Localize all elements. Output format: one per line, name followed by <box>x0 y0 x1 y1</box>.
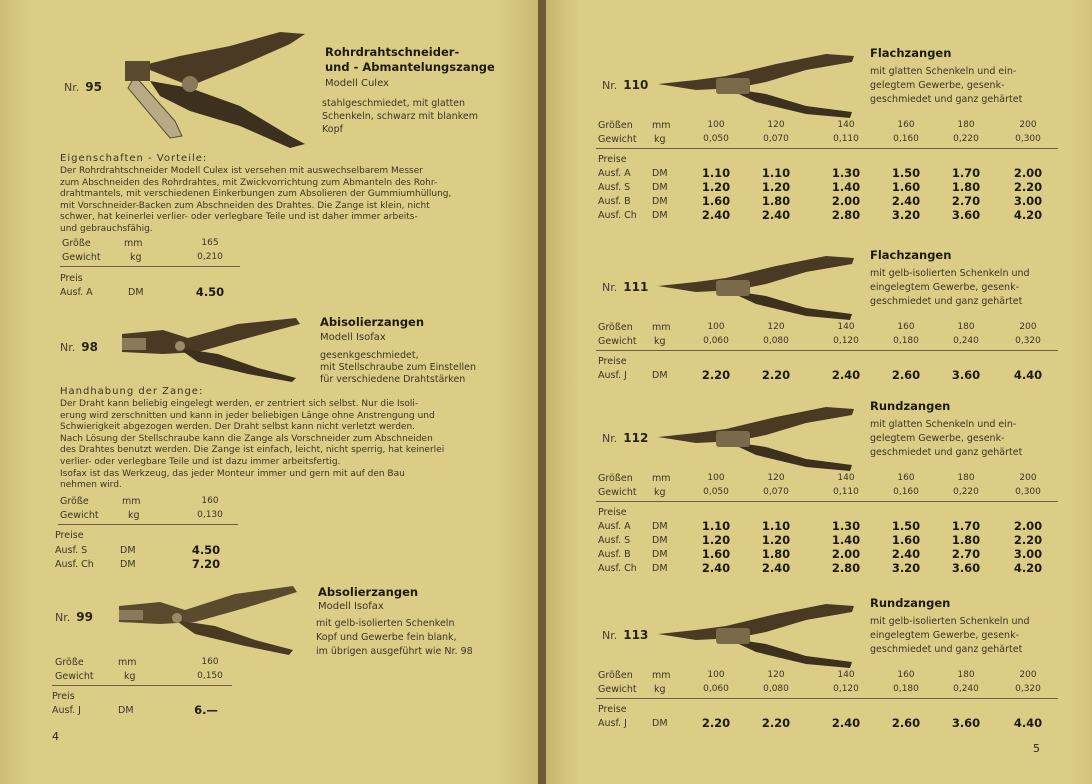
price-cell: 2.60 <box>891 368 921 382</box>
price-cell: 2.20 <box>1013 533 1043 547</box>
p98-size-label: Größe <box>60 496 89 507</box>
product-number-99: Nr. 99 <box>55 610 93 624</box>
product-95-description-paragraph <box>60 166 490 236</box>
pipe-wire-cutter-illustration <box>120 26 315 151</box>
product-98-title: Abisolierzangen <box>320 315 425 329</box>
p98-variant-ch: Ausf. Ch <box>55 559 94 570</box>
weight-cell: 0,320 <box>1015 336 1041 346</box>
price-cell: 1.50 <box>891 166 921 180</box>
price-cell: 1.30 <box>831 166 861 180</box>
size-cell: 200 <box>1019 473 1037 483</box>
product-113-desc-line3: geschmiedet und ganz gehärtet <box>870 644 1023 655</box>
p98-currency-s: DM <box>120 545 136 556</box>
size-cell: 180 <box>957 120 975 130</box>
price-cell: 1.80 <box>951 180 981 194</box>
product-113-title: Rundzangen <box>870 596 951 610</box>
price-cell: 2.80 <box>831 208 861 222</box>
variant-label: Ausf. B <box>598 196 631 207</box>
currency-label: DM <box>652 168 668 179</box>
product-number-113: Nr. 113 <box>602 628 649 642</box>
product-98-description-paragraph <box>60 399 492 492</box>
weight-cell: 0,300 <box>1015 134 1041 144</box>
p95-price: 4.50 <box>195 285 225 299</box>
p99-price: 6.— <box>194 703 218 717</box>
size-cell: 120 <box>767 473 785 483</box>
p95-currency: DM <box>128 287 144 298</box>
p98-price-s: 4.50 <box>191 543 221 557</box>
price-cell: 2.40 <box>761 208 791 222</box>
weight-cell: 0,050 <box>703 134 729 144</box>
product-111-desc-line1: mit gelb-isolierten Schenkeln und <box>870 268 1030 279</box>
price-cell: 2.40 <box>831 716 861 730</box>
p98-variant-s: Ausf. S <box>55 545 88 556</box>
product-number-111: Nr. 111 <box>602 280 649 294</box>
p98-size-value: 160 <box>201 496 219 506</box>
variant-label: Ausf. Ch <box>598 210 637 221</box>
price-cell: 1.70 <box>951 519 981 533</box>
currency-label: DM <box>652 549 668 560</box>
price-cell: 3.20 <box>891 561 921 575</box>
page-number-right: 5 <box>1033 742 1040 755</box>
page-number-left: 4 <box>52 730 59 743</box>
size-cell: 140 <box>837 473 855 483</box>
weight-cell: 0,240 <box>953 684 979 694</box>
price-cell: 1.40 <box>831 533 861 547</box>
p95-price-label: Preis <box>60 273 83 284</box>
weight-cell: 0,320 <box>1015 684 1041 694</box>
currency-label: DM <box>652 535 668 546</box>
currency-label: DM <box>652 182 668 193</box>
weight-cell: 0,240 <box>953 336 979 346</box>
weight-cell: 0,120 <box>833 336 859 346</box>
product-99-model: Modell Isofax <box>318 601 384 612</box>
price-cell: 3.60 <box>951 208 981 222</box>
price-cell: 1.60 <box>891 180 921 194</box>
price-cell: 1.80 <box>761 547 791 561</box>
weight-unit: kg <box>654 684 666 695</box>
plier-111-illustration <box>656 252 856 322</box>
p95-para-line: zum Abschneiden des Rohrdrahtes, mit Zwickvorrichtung zum Abmanteln des Rohr- <box>60 177 438 188</box>
p95-para-line: und gebrauchsfähig. <box>60 223 153 234</box>
size-cell: 160 <box>897 473 915 483</box>
product-110-title: Flachzangen <box>870 46 952 60</box>
price-cell: 4.20 <box>1013 208 1043 222</box>
sizes-unit: mm <box>652 322 671 333</box>
size-cell: 120 <box>767 120 785 130</box>
p98-para-line: Schwierigkeit abgezogen werden. Der Draht selbst kann nicht verletzt werden. <box>60 422 416 433</box>
price-cell: 2.70 <box>951 194 981 208</box>
price-cell: 2.40 <box>831 368 861 382</box>
p95-size-label: Größe <box>62 238 91 249</box>
weight-label: Gewicht <box>598 684 637 695</box>
size-cell: 200 <box>1019 670 1037 680</box>
size-cell: 100 <box>707 120 725 130</box>
p99-variant: Ausf. J <box>52 705 81 716</box>
price-cell: 2.40 <box>701 561 731 575</box>
prices-label: Preise <box>598 507 627 518</box>
p95-size-value: 165 <box>201 238 219 248</box>
p98-weight-unit: kg <box>128 510 140 521</box>
weight-cell: 0,080 <box>763 336 789 346</box>
price-cell: 2.80 <box>831 561 861 575</box>
weight-cell: 0,160 <box>893 487 919 497</box>
price-cell: 1.10 <box>701 519 731 533</box>
product-110-desc-line1: mit glatten Schenkeln und ein- <box>870 66 1017 77</box>
price-cell: 1.20 <box>701 180 731 194</box>
table-divider <box>596 698 1058 699</box>
weight-cell: 0,070 <box>763 134 789 144</box>
size-cell: 180 <box>957 322 975 332</box>
product-95-desc-line2: Schenkeln, schwarz mit blankem <box>322 111 478 122</box>
price-cell: 2.20 <box>1013 180 1043 194</box>
product-number-112: Nr. 112 <box>602 431 649 445</box>
product-110-desc-line3: geschmiedet und ganz gehärtet <box>870 94 1023 105</box>
product-98-desc-line3: für verschiedene Drahtstärken <box>320 374 466 385</box>
product-112-desc-line2: gelegtem Gewerbe, gesenk- <box>870 433 1005 444</box>
variant-label: Ausf. J <box>598 370 627 381</box>
price-cell: 3.20 <box>891 208 921 222</box>
weight-cell: 0,060 <box>703 336 729 346</box>
price-cell: 4.40 <box>1013 716 1043 730</box>
variant-label: Ausf. Ch <box>598 563 637 574</box>
size-cell: 180 <box>957 473 975 483</box>
p98-weight-label: Gewicht <box>60 510 99 521</box>
size-cell: 100 <box>707 322 725 332</box>
product-112-desc-line1: mit glatten Schenkeln und ein- <box>870 419 1017 430</box>
p98-price-label: Preise <box>55 530 84 541</box>
p99-currency: DM <box>118 705 134 716</box>
plier-113-illustration <box>656 600 856 670</box>
p95-size-unit: mm <box>124 238 143 249</box>
p98-para-line: Der Draht kann beliebig eingelegt werden, er zentriert sich selbst. Nur die Isoli- <box>60 399 419 409</box>
product-112-title: Rundzangen <box>870 399 951 413</box>
table-divider <box>596 501 1058 502</box>
price-cell: 1.30 <box>831 519 861 533</box>
currency-label: DM <box>652 196 668 207</box>
product-number-95: Nr. 95 <box>64 80 102 94</box>
sizes-label: Größen <box>598 473 633 484</box>
product-95-model: Modell Culex <box>325 78 389 89</box>
price-cell: 1.20 <box>701 533 731 547</box>
weight-unit: kg <box>654 336 666 347</box>
product-95-desc-line1: stahlgeschmiedet, mit glatten <box>322 98 466 109</box>
book-gutter <box>538 0 546 784</box>
price-cell: 1.40 <box>831 180 861 194</box>
product-111-desc-line3: geschmiedet und ganz gehärtet <box>870 296 1023 307</box>
p98-para-line: Isofax ist das Werkzeug, das jeder Monteur immer und gern mit auf den Bau <box>60 468 405 479</box>
product-95-desc-line3: Kopf <box>322 124 343 135</box>
product-112-desc-line3: geschmiedet und ganz gehärtet <box>870 447 1023 458</box>
price-cell: 1.50 <box>891 519 921 533</box>
price-cell: 2.00 <box>1013 519 1043 533</box>
weight-cell: 0,050 <box>703 487 729 497</box>
product-98-model: Modell Isofax <box>320 332 386 343</box>
weight-cell: 0,220 <box>953 134 979 144</box>
product-98-desc-line2: mit Stellschraube zum Einstellen <box>320 362 476 373</box>
currency-label: DM <box>652 521 668 532</box>
price-cell: 3.60 <box>951 561 981 575</box>
p99-weight-label: Gewicht <box>55 671 94 682</box>
p98-price-ch: 7.20 <box>191 557 221 571</box>
prices-label: Preise <box>598 704 627 715</box>
weight-unit: kg <box>654 134 666 145</box>
catalog-page-left <box>0 0 538 784</box>
size-cell: 100 <box>707 670 725 680</box>
product-95-title-line1: Rohrdrahtschneider- <box>325 45 460 59</box>
p98-currency-ch: DM <box>120 559 136 570</box>
variant-label: Ausf. S <box>598 535 631 546</box>
size-cell: 140 <box>837 670 855 680</box>
price-cell: 1.20 <box>761 533 791 547</box>
sizes-label: Größen <box>598 670 633 681</box>
sizes-unit: mm <box>652 670 671 681</box>
price-cell: 1.70 <box>951 166 981 180</box>
variant-label: Ausf. B <box>598 549 631 560</box>
price-cell: 2.20 <box>701 368 731 382</box>
weight-cell: 0,180 <box>893 684 919 694</box>
size-cell: 160 <box>897 670 915 680</box>
sizes-label: Größen <box>598 322 633 333</box>
p99-size-value: 160 <box>201 657 219 667</box>
weight-cell: 0,120 <box>833 684 859 694</box>
weight-cell: 0,300 <box>1015 487 1041 497</box>
p95-para-line: drahtmantels, mit verschiedenen Einkerbungen zum Absolieren der Gummiumhüllung, <box>60 189 452 200</box>
price-cell: 2.40 <box>701 208 731 222</box>
p95-para-line: mit Vorschneider-Backen zum Abschneiden des Drahtes. Die Zange ist klein, nicht <box>60 200 430 211</box>
price-cell: 2.40 <box>891 547 921 561</box>
weight-label: Gewicht <box>598 487 637 498</box>
price-cell: 1.60 <box>701 194 731 208</box>
p98-para-line: verlier- oder verlegbare Teile und ist dazu immer arbeitsfertig. <box>60 456 341 467</box>
product-99-desc-line1: mit gelb-isolierten Schenkeln <box>316 618 455 629</box>
size-cell: 160 <box>897 120 915 130</box>
p98-size-unit: mm <box>122 496 141 507</box>
plier-112-illustration <box>656 403 856 473</box>
p98-weight-value: 0,130 <box>197 510 223 520</box>
p99-weight-value: 0,150 <box>197 671 223 681</box>
weight-cell: 0,070 <box>763 487 789 497</box>
price-cell: 2.00 <box>831 547 861 561</box>
price-cell: 3.60 <box>951 716 981 730</box>
size-cell: 120 <box>767 670 785 680</box>
price-cell: 2.40 <box>891 194 921 208</box>
product-98-section-heading: Handhabung der Zange: <box>60 386 204 397</box>
p95-para-line: schwer, hat keinerlei verlier- oder verlegbare Teile und ist daher immer arbeits- <box>60 212 418 223</box>
price-cell: 3.00 <box>1013 194 1043 208</box>
variant-label: Ausf. J <box>598 718 627 729</box>
size-cell: 200 <box>1019 322 1037 332</box>
price-cell: 2.20 <box>761 368 791 382</box>
currency-label: DM <box>652 563 668 574</box>
currency-label: DM <box>652 210 668 221</box>
weight-unit: kg <box>654 487 666 498</box>
price-cell: 1.60 <box>701 547 731 561</box>
size-cell: 200 <box>1019 120 1037 130</box>
currency-label: DM <box>652 370 668 381</box>
price-cell: 2.40 <box>761 561 791 575</box>
prices-label: Preise <box>598 154 627 165</box>
price-cell: 2.20 <box>701 716 731 730</box>
plier-110-illustration <box>656 50 856 120</box>
product-number-98: Nr. 98 <box>60 340 98 354</box>
price-cell: 1.60 <box>891 533 921 547</box>
product-113-desc-line2: eingelegtem Gewerbe, gesenk- <box>870 630 1019 641</box>
table-divider <box>596 350 1058 351</box>
sizes-unit: mm <box>652 473 671 484</box>
size-cell: 100 <box>707 473 725 483</box>
p95-variant: Ausf. A <box>60 287 93 298</box>
p95-para-line: Der Rohrdrahtschneider Modell Culex ist versehen mit auswechselbarem Messer <box>60 166 423 176</box>
price-cell: 4.40 <box>1013 368 1043 382</box>
price-cell: 3.00 <box>1013 547 1043 561</box>
variant-label: Ausf. A <box>598 168 631 179</box>
price-cell: 2.60 <box>891 716 921 730</box>
price-cell: 1.10 <box>701 166 731 180</box>
wire-stripper-98-illustration <box>118 312 303 382</box>
product-number-110: Nr. 110 <box>602 78 649 92</box>
weight-cell: 0,110 <box>833 487 859 497</box>
size-cell: 180 <box>957 670 975 680</box>
product-95-section-heading: Eigenschaften - Vorteile: <box>60 153 208 164</box>
weight-cell: 0,220 <box>953 487 979 497</box>
product-111-desc-line2: eingelegtem Gewerbe, gesenk- <box>870 282 1019 293</box>
product-113-desc-line1: mit gelb-isolierten Schenkeln und <box>870 616 1030 627</box>
weight-cell: 0,080 <box>763 684 789 694</box>
p98-divider <box>58 524 238 525</box>
currency-label: DM <box>652 718 668 729</box>
size-cell: 160 <box>897 322 915 332</box>
weight-cell: 0,180 <box>893 336 919 346</box>
wire-stripper-99-illustration <box>115 580 300 655</box>
price-cell: 1.10 <box>761 166 791 180</box>
weight-label: Gewicht <box>598 134 637 145</box>
table-divider <box>596 148 1058 149</box>
p99-size-label: Größe <box>55 657 84 668</box>
price-cell: 1.10 <box>761 519 791 533</box>
sizes-unit: mm <box>652 120 671 131</box>
price-cell: 2.20 <box>761 716 791 730</box>
p98-para-line: nehmen wird. <box>60 480 122 491</box>
weight-cell: 0,110 <box>833 134 859 144</box>
price-cell: 2.00 <box>1013 166 1043 180</box>
p95-weight-value: 0,210 <box>197 252 223 262</box>
p98-para-line: Nach Lösung der Stellschraube kann die Zange als Vorschneider zum Abschneiden <box>60 433 433 444</box>
product-110-desc-line2: gelegtem Gewerbe, gesenk- <box>870 80 1005 91</box>
price-cell: 2.70 <box>951 547 981 561</box>
product-99-desc-line3: im übrigen ausgeführt wie Nr. 98 <box>316 646 473 657</box>
product-99-title: Absolierzangen <box>318 585 419 599</box>
price-cell: 1.80 <box>761 194 791 208</box>
variant-label: Ausf. A <box>598 521 631 532</box>
p99-size-unit: mm <box>118 657 137 668</box>
product-98-desc-line1: gesenkgeschmiedet, <box>320 350 419 361</box>
price-cell: 1.80 <box>951 533 981 547</box>
size-cell: 140 <box>837 120 855 130</box>
size-cell: 140 <box>837 322 855 332</box>
product-99-desc-line2: Kopf und Gewerbe fein blank, <box>316 632 457 643</box>
price-cell: 3.60 <box>951 368 981 382</box>
p95-divider <box>60 266 240 267</box>
p99-weight-unit: kg <box>124 671 136 682</box>
product-95-title-line2: und - Abmantelungszange <box>325 60 495 74</box>
size-cell: 120 <box>767 322 785 332</box>
prices-label: Preise <box>598 356 627 367</box>
p98-para-line: erung wird zerschnitten und kann in jeder beliebigen Länge ohne Anstrengung und <box>60 410 435 421</box>
weight-cell: 0,160 <box>893 134 919 144</box>
variant-label: Ausf. S <box>598 182 631 193</box>
product-111-title: Flachzangen <box>870 248 952 262</box>
weight-cell: 0,060 <box>703 684 729 694</box>
weight-label: Gewicht <box>598 336 637 347</box>
p95-weight-unit: kg <box>130 252 142 263</box>
p95-weight-label: Gewicht <box>62 252 101 263</box>
catalog-page-right <box>546 0 1092 784</box>
p98-para-line: des Drahtes benutzt werden. Die Zange ist einfach, leicht, nicht sperrig, hat keinerlei <box>60 445 445 456</box>
p99-divider <box>52 685 232 686</box>
price-cell: 1.20 <box>761 180 791 194</box>
p99-price-label: Preis <box>52 691 75 702</box>
sizes-label: Größen <box>598 120 633 131</box>
price-cell: 4.20 <box>1013 561 1043 575</box>
price-cell: 2.00 <box>831 194 861 208</box>
